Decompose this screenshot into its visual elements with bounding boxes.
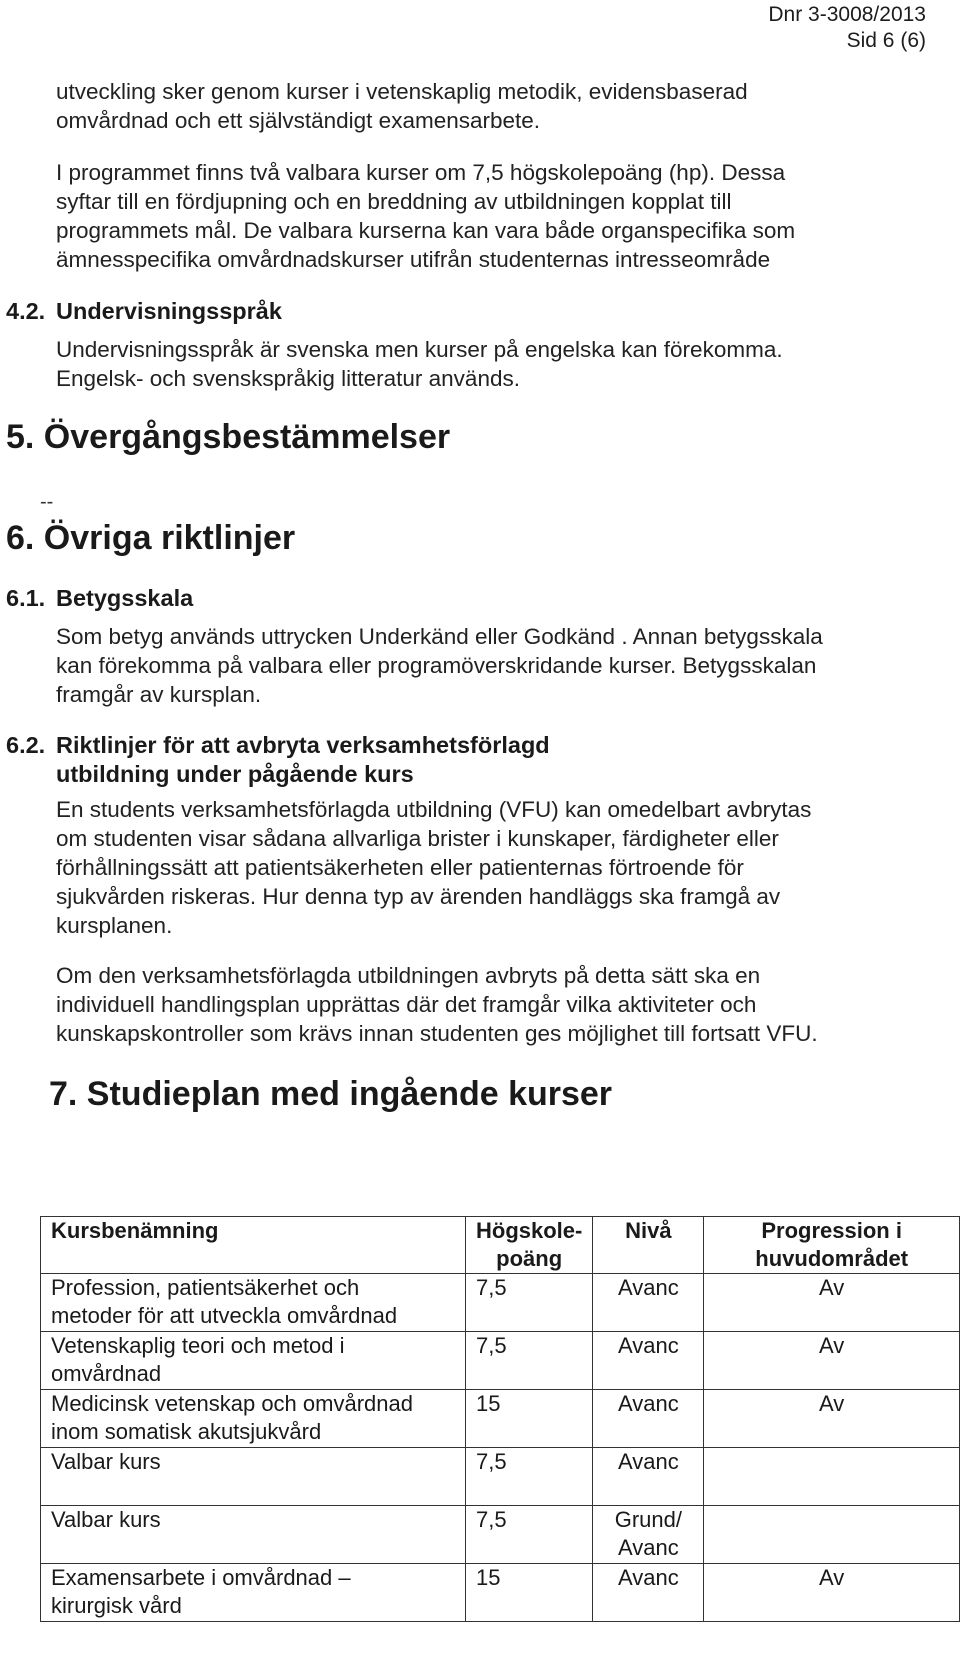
column-header-credits [466, 1217, 593, 1274]
vfu-paragraph-2 [56, 961, 936, 1048]
table-header-row [41, 1217, 960, 1274]
text-line: sjukvården riskeras. Hur denna typ av ärenden handläggs ska framgå av [56, 884, 781, 909]
cell-level [593, 1506, 704, 1564]
cell-line: kirurgisk vård [51, 1593, 182, 1618]
header-line: huvudområdet [755, 1246, 909, 1271]
cell-line: Avanc [617, 1391, 679, 1416]
betyg-paragraph [56, 622, 936, 709]
cell-line: Grund/ [614, 1507, 682, 1532]
text-line: I programmet finns två valbara kurser om 7,5 högskolepoäng (hp). Dessa [56, 160, 786, 185]
document-number: Dnr 3-3008/2013 [768, 3, 926, 26]
cell-line: Examensarbete i omvårdnad – [51, 1565, 351, 1590]
cell-course-name [41, 1390, 466, 1448]
text-line: om studenten visar sådana allvarliga brister i kunskaper, färdigheter eller [56, 826, 779, 851]
text-line: utveckling sker genom kurser i vetenskaplig metodik, evidensbaserad [56, 79, 748, 104]
cell-course-name [41, 1448, 466, 1506]
heading-5: 5. Övergångsbestämmelser [6, 418, 451, 456]
cell-line: Valbar kurs [51, 1507, 161, 1532]
text-line: kan förekomma på valbara eller programöverskridande kurser. Betygsskalan [56, 653, 817, 678]
title-line: Riktlinjer för att avbryta verksamhetsförlagd [56, 732, 550, 758]
cell-credits: 7,5 [466, 1448, 593, 1506]
text-line: Om den verksamhetsförlagda utbildningen avbryts på detta sätt ska en [56, 963, 761, 988]
cell-progression: Av [704, 1564, 960, 1622]
section-title: Betygsskala [56, 585, 194, 611]
cell-credits: 7,5 [466, 1274, 593, 1332]
cell-progression: Av [704, 1274, 960, 1332]
cell-level [593, 1274, 704, 1332]
cell-course-name [41, 1274, 466, 1332]
cell-line: metoder för att utveckla omvårdnad [51, 1303, 398, 1328]
table-row [41, 1448, 960, 1506]
header-line: Progression i [761, 1218, 902, 1243]
cell-progression [704, 1448, 960, 1506]
cell-progression: Av [704, 1332, 960, 1390]
table-row [41, 1564, 960, 1622]
section-title: Undervisningsspråk [56, 298, 282, 324]
cell-line: Avanc [617, 1535, 679, 1560]
section-number: 6.2. [6, 732, 46, 758]
page-number: Sid 6 (6) [846, 29, 926, 52]
column-header-level: Nivå [593, 1217, 704, 1274]
course-table [40, 1216, 960, 1622]
header-line: Högskole- [476, 1218, 583, 1243]
heading-6: 6. Övriga riktlinjer [6, 519, 296, 557]
text-line: omvårdnad och ett självständigt examensarbete. [56, 108, 541, 133]
cell-level [593, 1332, 704, 1390]
cell-line: inom somatisk akutsjukvård [51, 1419, 322, 1444]
text-line: individuell handlingsplan upprättas där det framgår vilka aktiviteter och [56, 992, 757, 1017]
cell-course-name [41, 1564, 466, 1622]
cell-level [593, 1390, 704, 1448]
table-row [41, 1274, 960, 1332]
table-row [41, 1390, 960, 1448]
column-header-progression [704, 1217, 960, 1274]
cell-line: Profession, patientsäkerhet och [51, 1275, 360, 1300]
text-line: kursplanen. [56, 913, 173, 938]
cell-credits: 7,5 [466, 1332, 593, 1390]
cell-progression: Av [704, 1390, 960, 1448]
text-line: framgår av kursplan. [56, 682, 262, 707]
empty-section-marker: -- [40, 491, 54, 513]
cell-progression [704, 1506, 960, 1564]
cell-line: Avanc [617, 1275, 679, 1300]
column-header-course-name: Kursbenämning [41, 1217, 466, 1274]
cell-line: Avanc [617, 1565, 679, 1590]
cell-credits: 15 [466, 1564, 593, 1622]
cell-level [593, 1564, 704, 1622]
heading-4-2 [6, 297, 282, 326]
cell-level [593, 1448, 704, 1506]
text-line: syftar till en fördjupning och en breddning av utbildningen kopplat till [56, 189, 732, 214]
heading-7: 7. Studieplan med ingående kurser [49, 1075, 613, 1113]
text-line: förhållningssätt att patientsäkerheten eller patienternas förtroende för [56, 855, 744, 880]
cell-line: Avanc [617, 1449, 679, 1474]
intro-paragraph [56, 77, 936, 135]
text-line: ämnesspecifika omvårdnadskurser utifrån studenternas intresseområde [56, 247, 771, 272]
text-line: Undervisningsspråk är svenska men kurser på engelska kan förekomma. [56, 337, 783, 362]
header-line: poäng [496, 1246, 563, 1271]
text-line: En students verksamhetsförlagda utbildning (VFU) kan omedelbart avbrytas [56, 797, 812, 822]
cell-line: Vetenskaplig teori och metod i [51, 1333, 345, 1358]
text-line: Som betyg används uttrycken Underkänd eller Godkänd . Annan betygsskala [56, 624, 823, 649]
table-row [41, 1332, 960, 1390]
cell-course-name [41, 1332, 466, 1390]
section-title [56, 731, 550, 789]
section-number: 4.2. [6, 298, 46, 324]
text-line: kunskapskontroller som krävs innan studenten ges möjlighet till fortsatt VFU. [56, 1021, 818, 1046]
text-line: Engelsk- och svenskspråkig litteratur används. [56, 366, 520, 391]
cell-credits: 15 [466, 1390, 593, 1448]
cell-line: omvårdnad [51, 1361, 162, 1386]
table-row [41, 1506, 960, 1564]
cell-course-name [41, 1506, 466, 1564]
sprak-paragraph [56, 335, 936, 393]
cell-credits: 7,5 [466, 1506, 593, 1564]
section-number: 6.1. [6, 585, 46, 611]
cell-line: Valbar kurs [51, 1449, 161, 1474]
heading-6-2 [6, 731, 550, 789]
valbara-paragraph [56, 158, 936, 274]
cell-line: Avanc [617, 1333, 679, 1358]
vfu-paragraph-1 [56, 795, 936, 940]
cell-line: Medicinsk vetenskap och omvårdnad [51, 1391, 413, 1416]
course-rows [41, 1274, 960, 1622]
heading-6-1 [6, 584, 193, 613]
title-line: utbildning under pågående kurs [56, 761, 414, 787]
text-line: programmets mål. De valbara kurserna kan vara både organspecifika som [56, 218, 796, 243]
